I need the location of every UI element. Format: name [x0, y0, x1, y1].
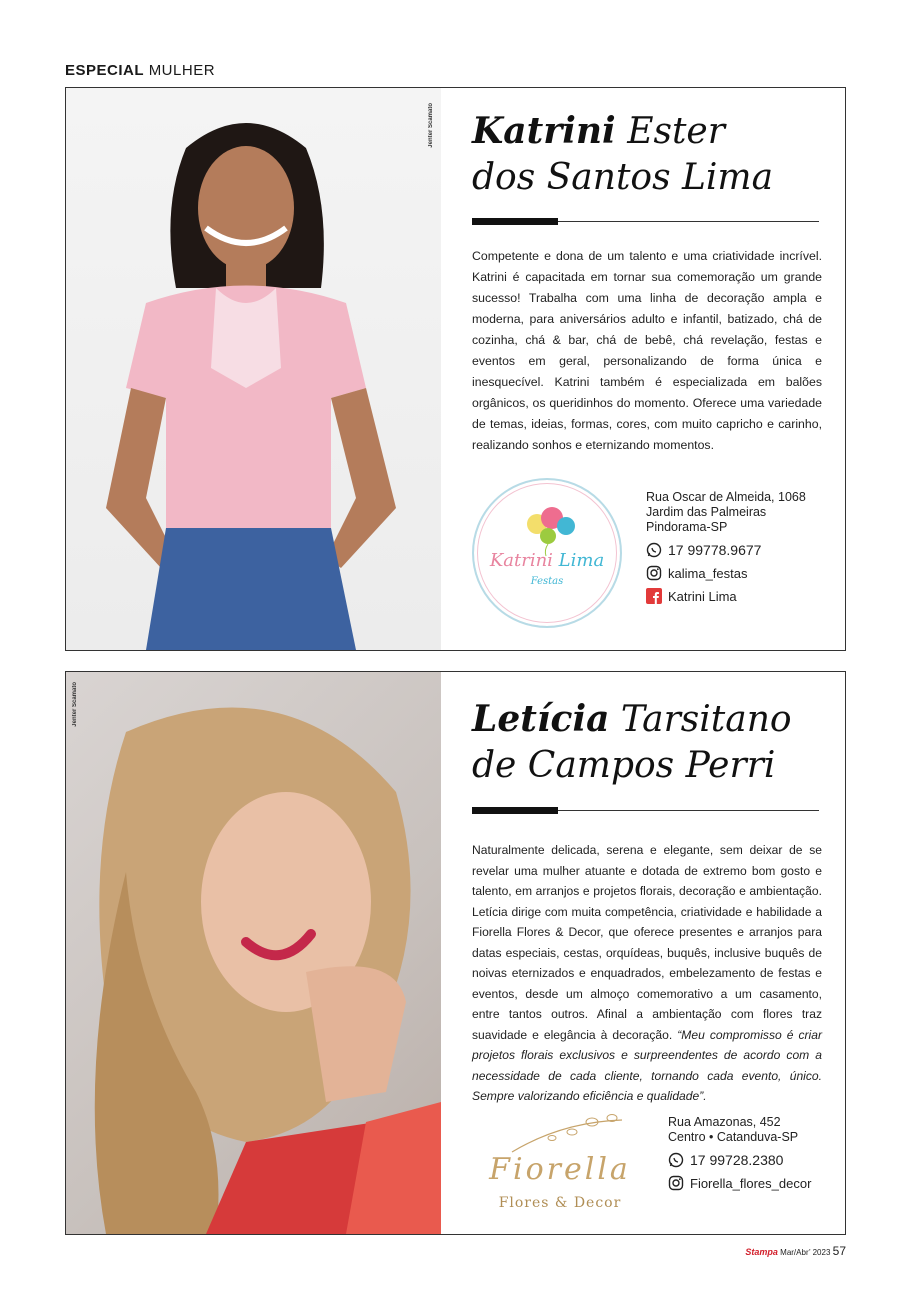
contact-block	[668, 1115, 811, 1191]
name-line-2: dos Santos Lima	[472, 157, 774, 198]
issue-date: Mar/Abr’ 2023	[780, 1248, 831, 1257]
address-line-1: Rua Oscar de Almeida, 1068	[646, 490, 806, 504]
instagram-row	[668, 1175, 811, 1191]
profile-card-leticia	[65, 671, 846, 1235]
section-header	[65, 62, 215, 79]
photo-credit: Jenter Scamato	[72, 682, 78, 727]
instagram-icon	[646, 565, 662, 581]
address-line-1: Rua Amazonas, 452	[668, 1115, 781, 1129]
title-rule	[472, 810, 819, 811]
fiorella-logo	[472, 1112, 648, 1222]
phone-row	[646, 542, 806, 558]
portrait-photo	[66, 672, 441, 1234]
whatsapp-icon	[646, 542, 662, 558]
section-label: ESPECIAL	[65, 62, 145, 79]
katrini-lima-logo	[472, 478, 622, 628]
name-line-2: de Campos Perri	[472, 745, 776, 786]
bio-quote: “Meu compromisso é criar projetos florais exclusivos e surpreendentes de acordo com a necessidade de cada cliente, tornando cada evento, único. Sempre valorizando eficiência e qualidade”.	[472, 1027, 822, 1103]
facebook-icon	[646, 588, 662, 604]
profile-name	[472, 696, 792, 789]
name-first: Letícia	[472, 698, 610, 740]
whatsapp-icon	[668, 1152, 684, 1168]
logo-subtitle: Flores & Decor	[498, 1195, 622, 1211]
name-rest: Ester	[615, 111, 725, 152]
magazine-brand: Stampa	[745, 1247, 778, 1257]
contact-block	[646, 490, 806, 604]
instagram-handle: kalima_festas	[668, 565, 748, 581]
address-line-3: Pindorama-SP	[646, 520, 728, 534]
facebook-name: Katrini Lima	[668, 588, 737, 604]
page-footer	[745, 1244, 846, 1258]
profile-name	[472, 108, 773, 201]
portrait-illustration	[66, 672, 441, 1234]
address-line-2: Centro • Catanduva-SP	[668, 1130, 799, 1144]
name-rest: Tarsitano	[609, 699, 792, 740]
facebook-row	[646, 588, 806, 604]
instagram-handle: Fiorella_flores_decor	[690, 1175, 812, 1191]
instagram-icon	[668, 1175, 684, 1191]
profile-card-katrini	[65, 87, 846, 651]
bio-text: Naturalmente delicada, serena e elegante, sem deixar de se revelar uma mulher atuante e dotada de extremo bom gosto e talento, em arranjos e projetos florais, decoração e ambientação. Letícia dirige com muita competência, criatividade e habilidade a Fiorella Flores & Decor, que oferece presentes e arranjos para datas especiais, cestas, orquídeas, buquês, inclusive buquês de noivas eternizados e enquadrados, embelezamento de festas e eventos, desde um almoço comemorativo a um casamento, entre tantos outros. Afinal a ambientação com flores traz suavidade e elegância à decoração.	[472, 843, 822, 1042]
balloons-icon	[474, 480, 620, 560]
name-first: Katrini	[472, 110, 616, 152]
logo-script-b: Lima	[558, 550, 605, 571]
page-number: 57	[832, 1244, 846, 1258]
portrait-illustration	[66, 88, 441, 650]
logo-script: Fiorella	[489, 1152, 631, 1187]
profile-bio	[472, 840, 822, 1107]
logo-subtitle: Festas	[530, 576, 564, 587]
address-line-2: Jardim das Palmeiras	[646, 505, 767, 519]
logo-script-a: Katrini	[489, 550, 553, 571]
phone-number: 17 99728.2380	[690, 1151, 784, 1168]
instagram-row	[646, 565, 806, 581]
profile-bio: Competente e dona de um talento e uma criatividade incrível. Katrini é capacitada em tornar sua comemoração um grande sucesso! Trabalha com uma linha de decoração ampla e moderna, para aniversários adulto e infantil, batizado, chá de cozinha, chá & bar, chá de bebê, chá revelação, festas e eventos em geral, personalizando de forma única e inesquecível. Katrini também é especializada em balões orgânicos, os queridinhos do momento. Oferece uma variedade de temas, ideias, formas, cores, com muito capricho e carinho, realizando sonhos e eternizando momentos.	[472, 249, 822, 452]
photo-credit: Jenter Scamato	[428, 103, 434, 148]
phone-number: 17 99778.9677	[668, 541, 762, 558]
portrait-photo	[66, 88, 441, 650]
title-rule	[472, 221, 819, 222]
subsection-label: MULHER	[148, 62, 216, 79]
phone-row	[668, 1152, 811, 1168]
